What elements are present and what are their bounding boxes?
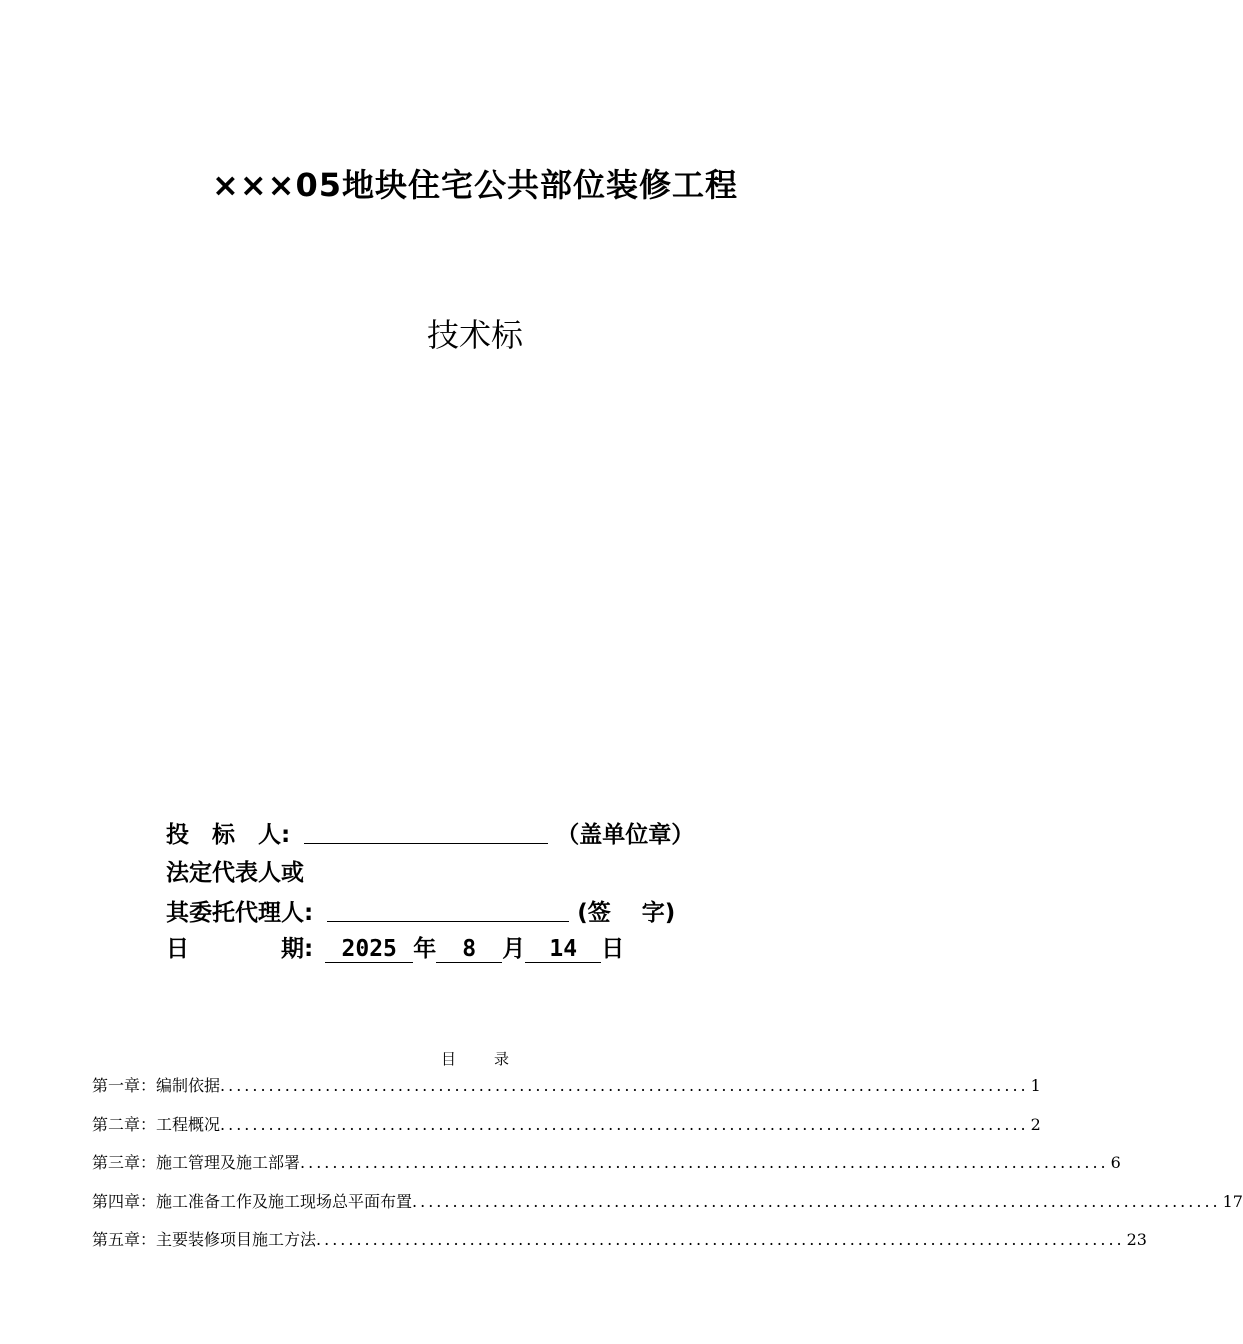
toc-item-title: 第四章：施工准备工作及施工现场总平面布置 bbox=[92, 1191, 413, 1211]
bidder-label: 投 标 人: bbox=[166, 822, 291, 848]
toc-item-title: 第三章：施工管理及施工部署 bbox=[92, 1153, 301, 1172]
toc-item-page: 1 bbox=[1030, 1076, 1041, 1095]
toc-item[interactable] bbox=[92, 1073, 1041, 1112]
toc-item-page: 23 bbox=[1126, 1230, 1147, 1249]
date-month-unit: 月 bbox=[502, 936, 526, 962]
date-month: 8 bbox=[436, 936, 502, 963]
toc-item-page: 6 bbox=[1110, 1153, 1121, 1172]
toc-item-page: 2 bbox=[1030, 1114, 1041, 1134]
toc-item[interactable] bbox=[92, 1112, 1041, 1151]
toc-leader-dots: .................................................................................................... bbox=[220, 1076, 1029, 1095]
toc-item-title: 第一章：编制依据 bbox=[92, 1076, 221, 1095]
toc-leader-dots: .................................................................................................... bbox=[300, 1153, 1109, 1172]
toc-heading: 目录 bbox=[440, 1050, 547, 1068]
toc-item-title: 第二章：工程概况 bbox=[92, 1114, 221, 1134]
document-subtitle: 技术标 bbox=[426, 316, 523, 354]
toc-item[interactable] bbox=[92, 1227, 1147, 1266]
legal-rep-blank bbox=[327, 897, 569, 922]
date-year: 2025 bbox=[325, 936, 413, 963]
date-day: 14 bbox=[525, 936, 601, 963]
toc-leader-dots: .................................................................................................... bbox=[316, 1230, 1125, 1249]
date-label: 日 期: bbox=[166, 936, 314, 962]
toc-leader-dots: .................................................................................................... bbox=[412, 1191, 1221, 1211]
toc-item-page: 17 bbox=[1222, 1191, 1243, 1211]
toc-item-title: 第五章：主要装修项目施工方法 bbox=[92, 1230, 317, 1249]
bidder-seal-note: （盖单位章） bbox=[556, 822, 695, 848]
toc-leader-dots: .................................................................................................... bbox=[220, 1114, 1029, 1134]
date-row bbox=[166, 934, 624, 964]
table-of-contents bbox=[92, 1073, 1243, 1266]
legal-rep-label-line2: 其委托代理人: bbox=[166, 900, 314, 926]
date-day-unit: 日 bbox=[601, 936, 625, 962]
legal-rep-label-line1: 法定代表人或 bbox=[166, 860, 304, 886]
toc-item[interactable] bbox=[92, 1189, 1243, 1228]
bidder-row bbox=[166, 819, 694, 850]
legal-rep-row-2 bbox=[166, 897, 675, 928]
legal-rep-sign-note: (签 字) bbox=[577, 900, 676, 926]
bidder-blank bbox=[304, 819, 548, 844]
toc-item[interactable] bbox=[92, 1150, 1121, 1189]
date-year-unit: 年 bbox=[413, 936, 437, 962]
legal-rep-row-1 bbox=[166, 858, 304, 888]
document-title: ×××05地块住宅公共部位装修工程 bbox=[212, 166, 738, 204]
